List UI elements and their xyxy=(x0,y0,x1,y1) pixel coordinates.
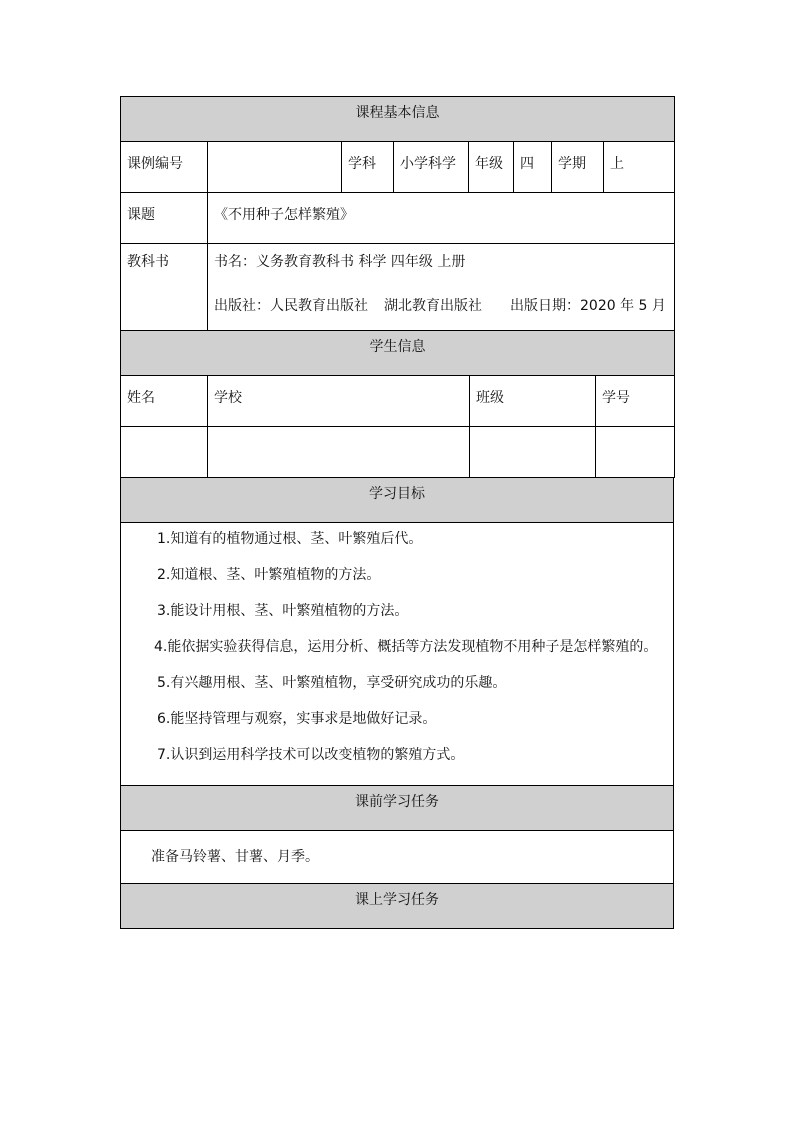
goal-item: 6.能坚持管理与观察，实事求是地做好记录。 xyxy=(157,711,437,727)
goal-item: 7.认识到运用科学技术可以改变植物的繁殖方式。 xyxy=(157,747,465,763)
info-table xyxy=(120,96,675,376)
section-pre-task: 课前学习任务 xyxy=(121,786,674,831)
lesson-info-sheet xyxy=(120,96,674,929)
book-name: 书名：义务教育教科书 科学 四年级 上册 xyxy=(214,254,466,270)
subject-label: 学科 xyxy=(342,142,394,193)
case-no-label: 课例编号 xyxy=(121,142,208,193)
school-value[interactable] xyxy=(208,427,470,478)
school-label: 学校 xyxy=(208,376,470,427)
id-value[interactable] xyxy=(596,427,675,478)
goal-item: 4.能依据实验获得信息，运用分析、概括等方法发现植物不用种子是怎样繁殖的。 xyxy=(154,639,658,655)
pre-task-content: 准备马铃薯、甘薯、月季。 xyxy=(121,831,674,884)
class-label: 班级 xyxy=(470,376,596,427)
term-value: 上 xyxy=(604,142,675,193)
pub-date: 出版日期：2020 年 5 月 xyxy=(510,298,666,314)
id-label: 学号 xyxy=(596,376,675,427)
goal-item: 1.知道有的植物通过根、茎、叶繁殖后代。 xyxy=(157,531,423,547)
goal-item: 5.有兴趣用根、茎、叶繁殖植物，享受研究成功的乐趣。 xyxy=(157,675,507,691)
section-basic-info: 课程基本信息 xyxy=(121,97,675,142)
topic-value: 《不用种子怎样繁殖》 xyxy=(208,193,675,244)
goals-table xyxy=(120,477,674,929)
goal-item: 3.能设计用根、茎、叶繁殖植物的方法。 xyxy=(157,603,409,619)
goals-list xyxy=(121,523,674,786)
subject-value: 小学科学 xyxy=(394,142,469,193)
name-value[interactable] xyxy=(121,427,208,478)
case-no-value xyxy=(208,142,342,193)
section-student-info: 学生信息 xyxy=(121,331,675,376)
goal-item: 2.知道根、茎、叶繁殖植物的方法。 xyxy=(157,567,381,583)
grade-label: 年级 xyxy=(469,142,514,193)
textbook-label: 教科书 xyxy=(121,244,208,331)
textbook-info xyxy=(208,244,675,331)
name-label: 姓名 xyxy=(121,376,208,427)
grade-value: 四 xyxy=(514,142,552,193)
section-in-class-task: 课上学习任务 xyxy=(121,884,674,929)
student-table xyxy=(120,375,675,478)
class-value[interactable] xyxy=(470,427,596,478)
topic-label: 课题 xyxy=(121,193,208,244)
term-label: 学期 xyxy=(552,142,604,193)
publisher-2: 湖北教育出版社 xyxy=(384,298,482,314)
publisher-line xyxy=(214,296,668,316)
publisher-1: 出版社：人民教育出版社 xyxy=(214,298,368,314)
section-goals: 学习目标 xyxy=(121,478,674,523)
